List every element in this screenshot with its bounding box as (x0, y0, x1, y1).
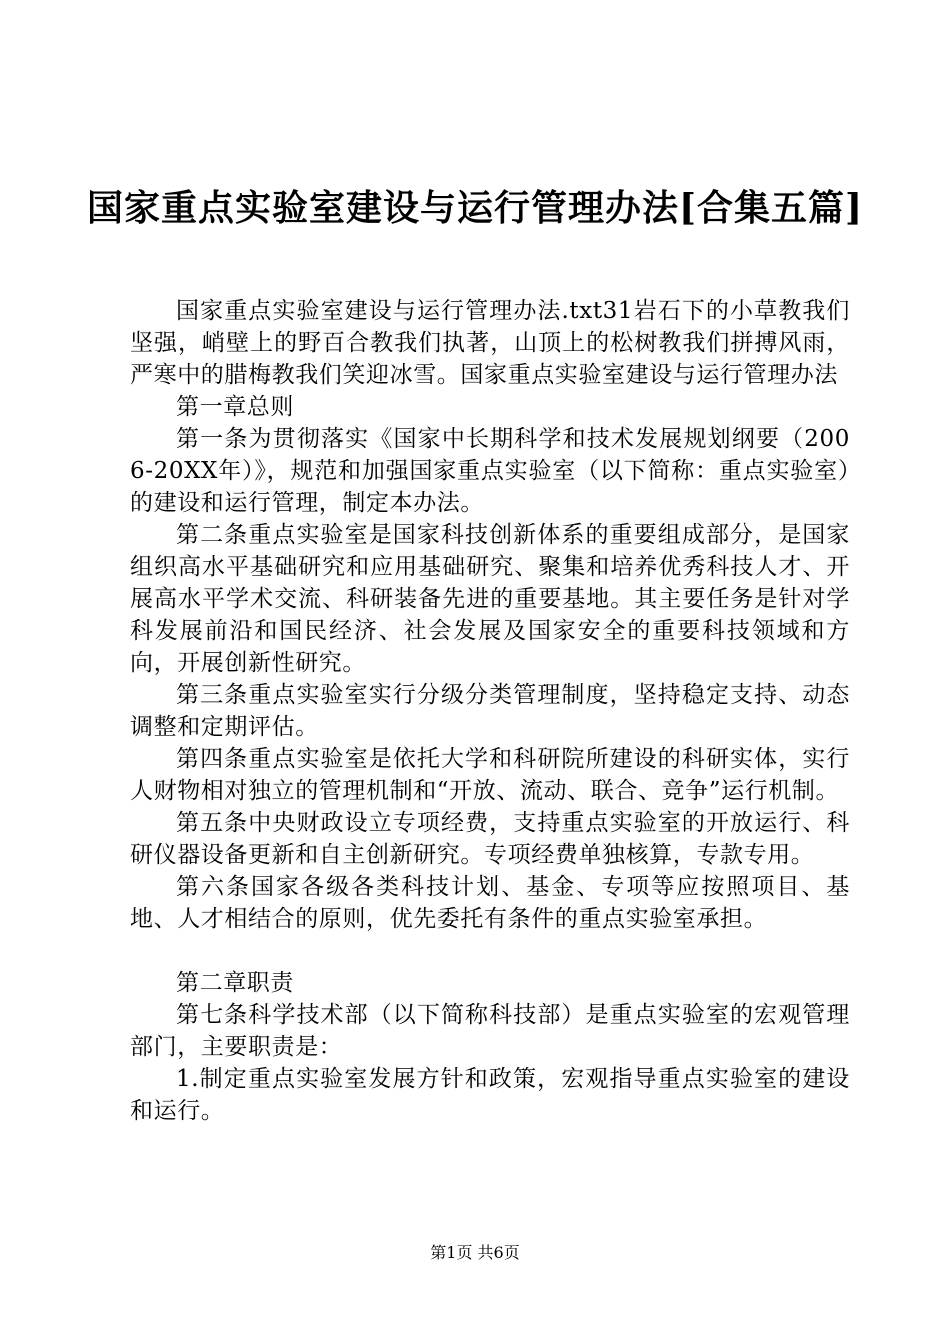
article-6: 第六条国家各级各类科技计划、基金、专项等应按照项目、基地、人才相结合的原则，优先委托有条件的重点实验室承担。 (130, 874, 850, 932)
article-3: 第三条重点实验室实行分级分类管理制度，坚持稳定支持、动态调整和定期评估。 (130, 682, 850, 740)
chapter-heading-1: 第一章总则 (176, 394, 294, 420)
paragraph-intro: 国家重点实验室建设与运行管理办法.txt31岩石下的小草教我们坚强，峭壁上的野百合教我们执著，山顶上的松树教我们拼搏风雨，严寒中的腊梅教我们笑迎冰雪。国家重点实验室建设与运行管理办法 (130, 298, 850, 388)
article-4: 第四条重点实验室是依托大学和科研院所建设的科研实体，实行人财物相对独立的管理机制和“开放、流动、联合、竞争”运行机制。 (130, 746, 850, 804)
article-1: 第一条为贯彻落实《国家中长期科学和技术发展规划纲要（2006-20XX年）》，规范和加强国家重点实验室（以下简称：重点实验室）的建设和运行管理，制定本办法。 (130, 426, 850, 516)
article-7-item-1: 1.制定重点实验室发展方针和政策，宏观指导重点实验室的建设和运行。 (130, 1066, 850, 1124)
document-title: 国家重点实验室建设与运行管理办法[合集五篇] (86, 187, 864, 229)
article-2: 第二条重点实验室是国家科技创新体系的重要组成部分，是国家组织高水平基础研究和应用基础研究、聚集和培养优秀科技人才、开展高水平学术交流、科研装备先进的重要基地。其主要任务是针对学科发展前沿和国民经济、社会发展及国家安全的重要科技领域和方向，开展创新性研究。 (130, 522, 850, 676)
document-body (130, 295, 850, 1127)
page-footer: 第1页 共6页 (430, 1243, 520, 1262)
article-7: 第七条科学技术部（以下简称科技部）是重点实验室的宏观管理部门，主要职责是： (130, 1002, 850, 1060)
article-5: 第五条中央财政设立专项经费，支持重点实验室的开放运行、科研仪器设备更新和自主创新研究。专项经费单独核算，专款专用。 (130, 810, 850, 868)
chapter-heading-2: 第二章职责 (176, 970, 294, 996)
